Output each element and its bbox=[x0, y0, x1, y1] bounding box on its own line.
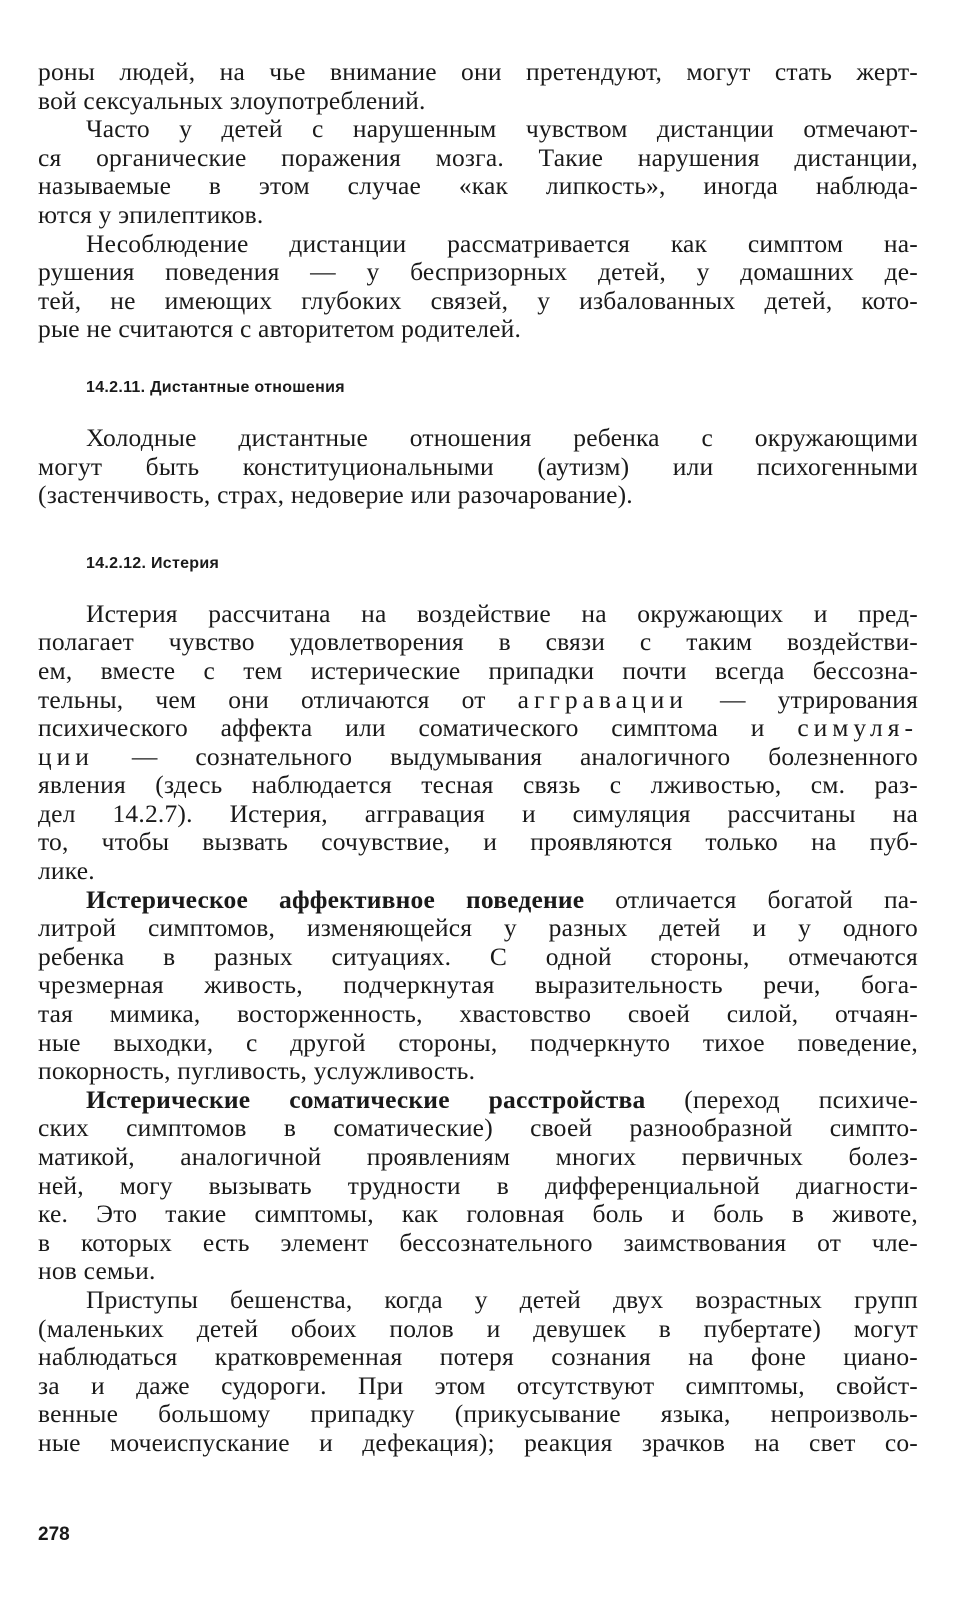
text-fragment: — утрирования bbox=[719, 684, 919, 714]
text-line: тая мимика, восторженность, хвастовство своей силой, отчаян- bbox=[38, 999, 918, 1029]
text-fragment: отличается богатой па- bbox=[584, 884, 919, 914]
text-line: наблюдаться кратковременная потеря сознания на фоне циано- bbox=[38, 1342, 918, 1372]
section-heading-14-2-12: 14.2.12. Истерия bbox=[86, 554, 220, 572]
text-fragment: тельны, чем они отличаются от bbox=[38, 684, 486, 714]
section-heading-14-2-11: 14.2.11. Дистантные отношения bbox=[86, 378, 345, 396]
page-number: 278 bbox=[38, 1524, 70, 1545]
text-fragment: (переход психиче- bbox=[645, 1084, 918, 1114]
text-line: ются у эпилептиков. bbox=[38, 199, 264, 229]
text-line: Холодные дистантные отношения ребенка с окружающими bbox=[86, 422, 918, 452]
text-line: рушения поведения — у беспризорных детей, у домашних де- bbox=[38, 257, 918, 287]
text-line: ся органические поражения мозга. Такие нарушения дистанции, bbox=[38, 142, 918, 172]
text-line: ем, вместе с тем истерические припадки почти всегда бессозна- bbox=[38, 655, 918, 685]
text-line: венные большому припадку (прикусывание языка, непроизволь- bbox=[38, 1399, 918, 1429]
text-line: лике. bbox=[38, 856, 95, 886]
text-line: вой сексуальных злоупотреблений. bbox=[38, 85, 426, 115]
text-line: ке. Это такие симптомы, как головная боль и боль в животе, bbox=[38, 1199, 918, 1229]
paragraph-distant-relations bbox=[38, 424, 918, 510]
bold-term: Истерические соматические расстройства bbox=[86, 1084, 646, 1114]
text-line: дел 14.2.7). Истерия, аггравация и симуляция рассчитаны на bbox=[38, 798, 918, 828]
text-line: литрой симптомов, изменяющейся у разных детей и у одного bbox=[38, 913, 918, 943]
text-line: полагает чувство удовлетворения в связи с таким воздействи- bbox=[38, 627, 918, 657]
text-line: за и даже судороги. При этом отсутствуют симптомы, свойст- bbox=[38, 1370, 918, 1400]
text-line: называемые в этом случае «как липкость», иногда наблюда- bbox=[38, 171, 918, 201]
text-line: (застенчивость, страх, недоверие или разочарование). bbox=[38, 480, 633, 510]
text-line bbox=[38, 743, 918, 772]
text-line: ные мочеиспускание и дефекация); реакция зрачков на свет со- bbox=[38, 1427, 918, 1457]
text-line: в которых есть элемент бессознательного заимствования от чле- bbox=[38, 1227, 918, 1257]
text-line bbox=[38, 886, 918, 915]
spaced-term-simulation: симуля- bbox=[797, 713, 919, 743]
text-line: ней, могу вызывать трудности в дифференциальной диагности- bbox=[38, 1170, 918, 1200]
text-line: покорность, пугливость, услужливость. bbox=[38, 1056, 476, 1086]
text-line: Приступы бешенства, когда у детей двух возрастных групп bbox=[86, 1284, 918, 1314]
text-fragment: психического аффекта или соматического симптома и bbox=[38, 713, 765, 743]
paragraph-distance-behavior bbox=[38, 230, 918, 344]
paragraph-hysteric-somatic bbox=[38, 1086, 918, 1286]
text-line: то, чтобы вызвать сочувствие, и проявляются только на пуб- bbox=[38, 827, 918, 857]
spaced-term-aggravation: аггравации bbox=[517, 684, 688, 714]
paragraph-hysteria-intro bbox=[38, 600, 918, 886]
paragraph-distance-organic bbox=[38, 115, 918, 229]
text-line: чрезмерная живость, подчеркнутая выразительность речи, бога- bbox=[38, 970, 918, 1000]
text-line bbox=[38, 714, 918, 743]
text-line bbox=[38, 1086, 918, 1115]
text-line: ребенка в разных ситуациях. С одной стороны, отмечаются bbox=[38, 941, 918, 971]
text-line: (маленьких детей обоих полов и девушек в пубертате) могут bbox=[38, 1313, 918, 1343]
text-line: рые не считаются с авторитетом родителей. bbox=[38, 314, 522, 344]
paragraph-continuation bbox=[38, 58, 918, 115]
text-line: могут быть конституциональными (аутизм) или психогенными bbox=[38, 451, 918, 481]
text-fragment: — сознательного выдумывания аналогичного болезненного bbox=[131, 741, 918, 771]
text-line: роны людей, на чье внимание они претендуют, могут стать жерт- bbox=[38, 57, 918, 86]
bold-term: Истерическое аффективное поведение bbox=[86, 884, 585, 914]
text-line: ные выходки, с другой стороны, подчеркнуто тихое поведение, bbox=[38, 1027, 918, 1057]
text-line: матикой, аналогичной проявлениям многих первичных болез- bbox=[38, 1142, 918, 1171]
paragraph-hysteric-affective bbox=[38, 886, 918, 1086]
spaced-term-simulation-end: ции bbox=[38, 741, 94, 771]
text-line: ских симптомов в соматические) своей разнообразной симпто- bbox=[38, 1113, 918, 1143]
text-line: явления (здесь наблюдается тесная связь с лживостью, см. раз- bbox=[38, 770, 918, 800]
text-line: нов семьи. bbox=[38, 1256, 156, 1286]
page-body bbox=[38, 58, 918, 1458]
text-line: Истерия рассчитана на воздействие на окружающих и пред- bbox=[86, 598, 918, 628]
text-line: Часто у детей с нарушенным чувством дистанции отмечают- bbox=[86, 114, 918, 144]
text-line: тей, не имеющих глубоких связей, у избалованных детей, кото- bbox=[38, 285, 918, 315]
paragraph-rage-attacks bbox=[38, 1286, 918, 1458]
text-line bbox=[38, 686, 918, 715]
text-line: Несоблюдение дистанции рассматривается как симптом на- bbox=[86, 228, 918, 258]
